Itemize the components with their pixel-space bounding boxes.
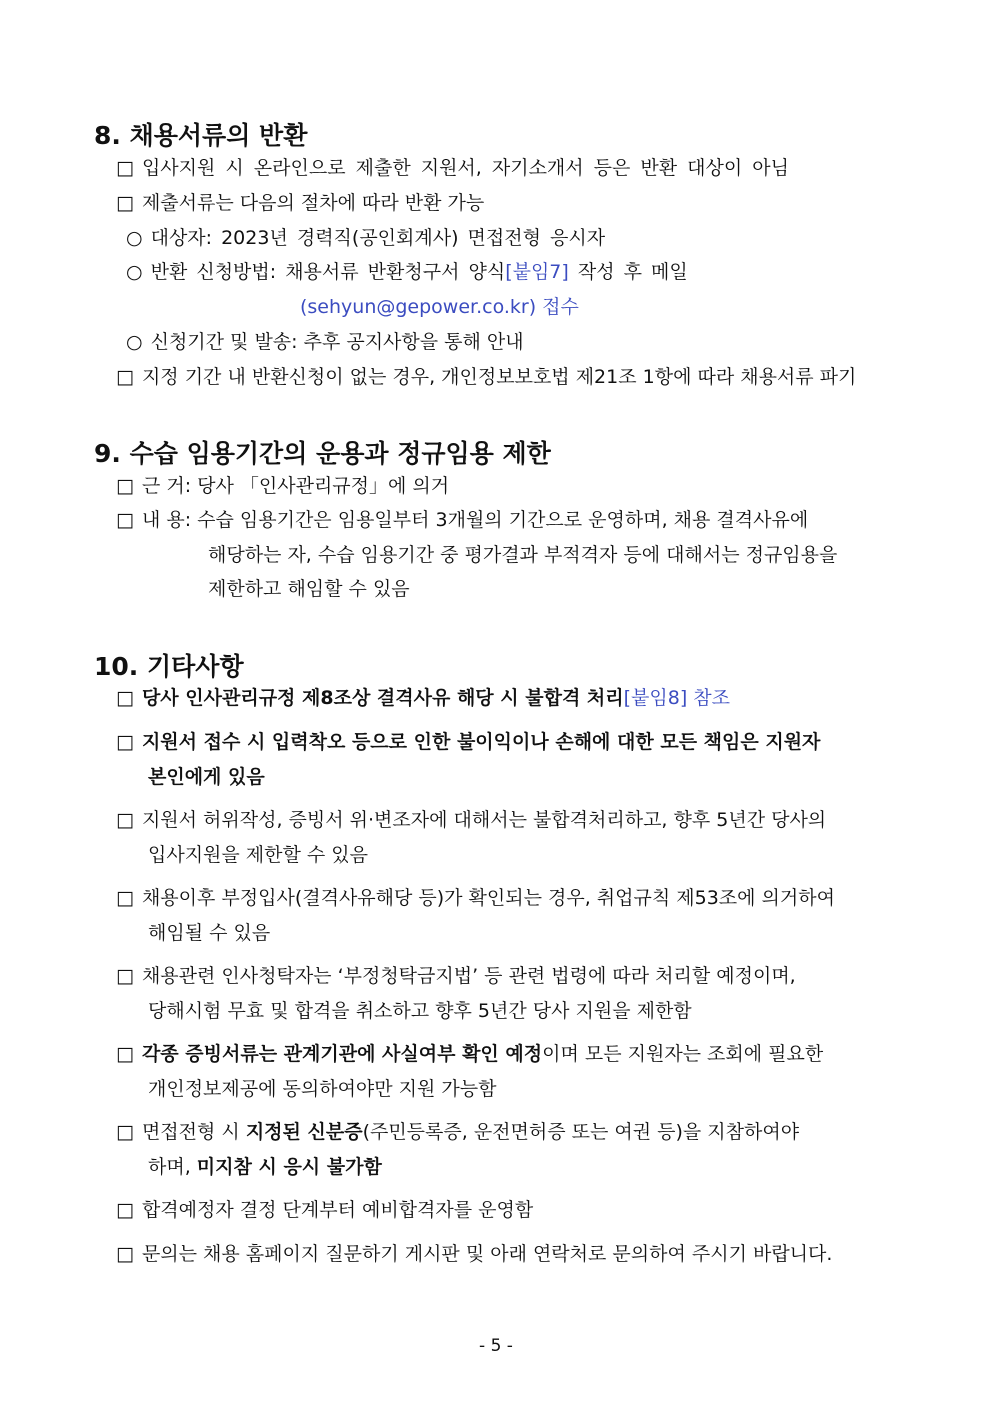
s10-item-7-text: 면접전형 시	[141, 1121, 246, 1143]
checkbox-icon: □	[116, 887, 134, 909]
s10-item-7	[116, 1123, 799, 1142]
s9-line-1-text: 근 거: 당사 「인사관리규정」에 의거	[141, 475, 450, 497]
s10-item-1-text: 당사 인사관리규정 제8조상 결격사유 해당 시 불합격 처리	[141, 687, 624, 709]
s8-line-1	[116, 159, 789, 178]
s10-item-8	[116, 1201, 533, 1220]
section-8-title: 8. 채용서류의 반환	[94, 121, 308, 150]
circle-bullet-icon: ○	[126, 331, 143, 353]
checkbox-icon: □	[116, 965, 134, 987]
circle-bullet-icon: ○	[126, 227, 143, 249]
s8-line-4-tail: 작성 후 메일	[568, 261, 688, 283]
circle-bullet-icon: ○	[126, 261, 143, 283]
s10-item-2	[116, 733, 820, 752]
s10-item-7-cont-bold: 미지참 시 응시 불가함	[196, 1156, 382, 1178]
checkbox-icon: □	[116, 1199, 134, 1221]
s9-line-2-text: 내 용: 수습 임용기간은 임용일부터 3개월의 기간으로 운영하며, 채용 결격사유에	[141, 509, 809, 531]
s9-line-3: 해당하는 자, 수습 임용기간 중 평가결과 부적격자 등에 대해서는 정규임용을	[208, 544, 838, 566]
s10-item-6-text: 이며 모든 지원자는 조회에 필요한	[542, 1043, 824, 1065]
s8-line-7	[116, 368, 856, 387]
s9-line-2	[116, 511, 808, 530]
s10-item-7-cont-text: 하며,	[148, 1156, 197, 1178]
checkbox-icon: □	[116, 809, 134, 831]
s10-item-8-text: 합격예정자 결정 단계부터 예비합격자를 운영함	[141, 1199, 534, 1221]
s8-line-7-text: 지정 기간 내 반환신청이 없는 경우, 개인정보보호법 제21조 1항에 따라 채용서류 파기	[141, 366, 857, 388]
checkbox-icon: □	[116, 1243, 134, 1265]
s10-item-6	[116, 1045, 823, 1064]
checkbox-icon: □	[116, 475, 134, 497]
s10-item-7-tail: (주민등록증, 운전면허증 또는 여권 등)을 지참하여야	[362, 1121, 800, 1143]
s10-item-3-cont: 입사지원을 제한할 수 있음	[148, 844, 369, 866]
s10-item-6-bold: 각종 증빙서류는 관계기관에 사실여부 확인 예정	[141, 1043, 543, 1065]
contact-email-line: (sehyun@gepower.co.kr) 접수	[300, 296, 579, 318]
checkbox-icon: □	[116, 731, 134, 753]
s10-item-4-text: 채용이후 부정입사(결격사유해당 등)가 확인되는 경우, 취업규칙 제53조에 의거하여	[141, 887, 835, 909]
checkbox-icon: □	[116, 192, 134, 214]
s10-item-4-cont: 해임될 수 있음	[148, 922, 271, 944]
s8-line-3	[126, 229, 605, 248]
s10-item-5-cont: 당해시험 무효 및 합격을 취소하고 향후 5년간 당사 지원을 제한함	[148, 1000, 692, 1022]
s10-item-9	[116, 1245, 832, 1264]
s10-item-5-text: 채용관련 인사청탁자는 ‘부정청탁금지법’ 등 관련 법령에 따라 처리할 예정이며,	[141, 965, 796, 987]
s10-item-7-cont	[148, 1158, 382, 1177]
attachment-7-ref: [붙임7]	[505, 261, 569, 283]
s10-item-7-bold: 지정된 신분증	[245, 1121, 363, 1143]
section-9-title: 9. 수습 임용기간의 운용과 정규임용 제한	[94, 439, 551, 468]
checkbox-icon: □	[116, 157, 134, 179]
s8-line-6	[126, 333, 524, 352]
s8-line-4	[126, 263, 688, 282]
s10-item-6-cont: 개인정보제공에 동의하여야만 지원 가능함	[148, 1078, 497, 1100]
s8-line-2-text: 제출서류는 다음의 절차에 따라 반환 가능	[141, 192, 485, 214]
checkbox-icon: □	[116, 1121, 134, 1143]
s8-line-6-text: 신청기간 및 발송: 추후 공지사항을 통해 안내	[150, 331, 524, 353]
s10-item-5	[116, 967, 796, 986]
page-number: - 5 -	[479, 1336, 513, 1356]
s9-line-4: 제한하고 해임할 수 있음	[208, 578, 410, 600]
checkbox-icon: □	[116, 1043, 134, 1065]
s8-line-1-text: 입사지원 시 온라인으로 제출한 지원서, 자기소개서 등은 반환 대상이 아님	[141, 157, 789, 179]
s10-item-9-text: 문의는 채용 홈페이지 질문하기 게시판 및 아래 연락처로 문의하여 주시기 바랍니다.	[141, 1243, 833, 1265]
checkbox-icon: □	[116, 366, 134, 388]
s10-item-1	[116, 689, 730, 708]
section-10-title: 10. 기타사항	[94, 652, 244, 681]
s8-line-2	[116, 194, 484, 213]
s9-line-1	[116, 477, 449, 496]
checkbox-icon: □	[116, 687, 134, 709]
s10-item-3	[116, 811, 826, 830]
checkbox-icon: □	[116, 509, 134, 531]
s8-line-4-text: 반환 신청방법: 채용서류 반환청구서 양식	[150, 261, 506, 283]
s10-item-2-cont: 본인에게 있음	[148, 766, 265, 788]
s10-item-3-text: 지원서 허위작성, 증빙서 위·변조자에 대해서는 불합격처리하고, 향후 5년간 당사의	[141, 809, 827, 831]
s10-item-4	[116, 889, 835, 908]
attachment-8-ref: [붙임8] 참조	[623, 687, 730, 709]
s10-item-2-text: 지원서 접수 시 입력착오 등으로 인한 불이익이나 손해에 대한 모든 책임은 지원자	[141, 731, 821, 753]
s8-line-3-text: 대상자: 2023년 경력직(공인회계사) 면접전형 응시자	[150, 227, 606, 249]
